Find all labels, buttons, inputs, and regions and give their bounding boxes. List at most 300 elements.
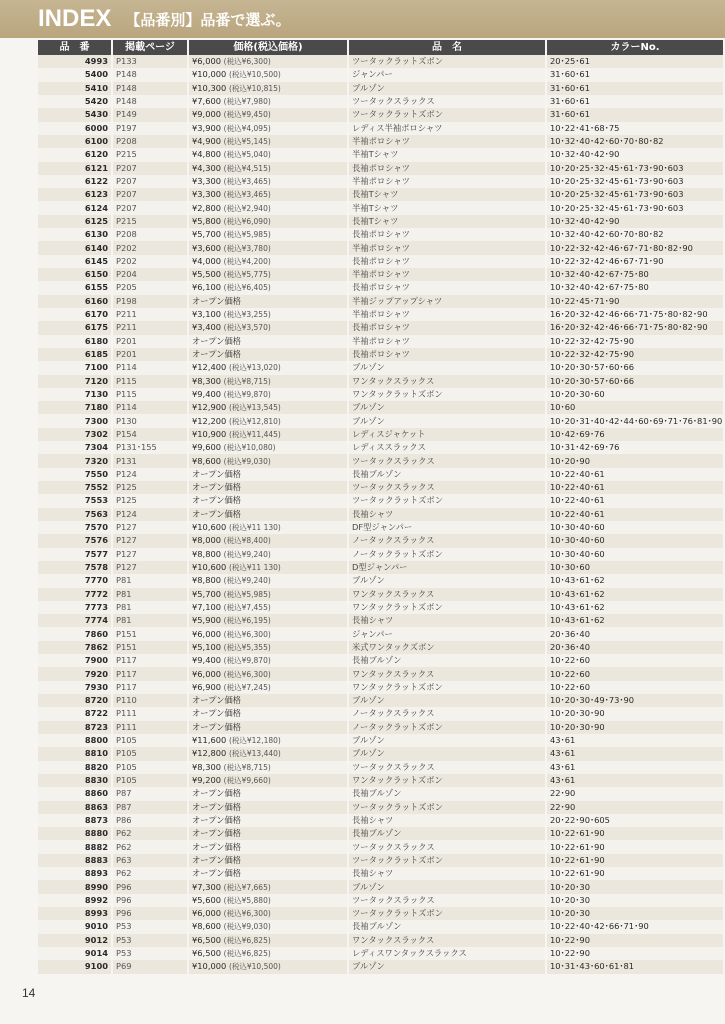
tax-inclusive-price: (税込¥4,095)	[223, 123, 271, 133]
price-cell	[188, 82, 348, 95]
tax-inclusive-price: (税込¥9,870)	[223, 656, 271, 666]
price-cell	[188, 588, 348, 601]
page-ref-cell: P87	[112, 787, 188, 800]
product-name-cell: 長袖シャツ	[348, 814, 546, 827]
table-row	[38, 960, 723, 973]
price-cell	[188, 854, 348, 867]
product-name-cell: ツータックスラックス	[348, 761, 546, 774]
table-row	[38, 215, 723, 228]
price-value: ¥3,300	[192, 189, 222, 200]
product-number-cell: 6150	[38, 268, 112, 281]
price-value: ¥6,000	[192, 56, 222, 67]
price-value: オープン価格	[192, 868, 242, 879]
tax-inclusive-price: (税込¥5,880)	[223, 895, 271, 905]
color-numbers-cell: 10･20･30･57･60･66	[546, 375, 723, 388]
page-subtitle: 【品番別】品番で選ぶ。	[125, 10, 291, 29]
column-header-page: 掲載ページ	[112, 40, 188, 55]
page-ref-cell: P207	[112, 188, 188, 201]
product-number-cell: 7774	[38, 614, 112, 627]
page-ref-cell: P117	[112, 667, 188, 680]
price-cell	[188, 268, 348, 281]
product-name-cell: 半袖Tシャツ	[348, 148, 546, 161]
color-numbers-cell: 10･22･41･68･75	[546, 122, 723, 135]
price-cell	[188, 375, 348, 388]
product-number-cell: 4993	[38, 55, 112, 68]
price-cell	[188, 215, 348, 228]
table-row	[38, 894, 723, 907]
product-number-cell: 8883	[38, 854, 112, 867]
product-name-cell: 半袖ジップアップシャツ	[348, 295, 546, 308]
page-ref-cell: P69	[112, 960, 188, 973]
table-row	[38, 335, 723, 348]
tax-inclusive-price: (税込¥3,570)	[223, 323, 271, 333]
color-numbers-cell: 10･43･61･62	[546, 614, 723, 627]
color-numbers-cell: 10･42･69･76	[546, 428, 723, 441]
product-number-cell: 9012	[38, 934, 112, 947]
tax-inclusive-price: (税込¥11,445)	[228, 429, 281, 439]
price-cell	[188, 721, 348, 734]
price-value: ¥10,600	[192, 522, 227, 533]
tax-inclusive-price: (税込¥2,940)	[223, 203, 271, 213]
product-name-cell: 長袖シャツ	[348, 614, 546, 627]
page-ref-cell: P149	[112, 108, 188, 121]
color-numbers-cell: 16･20･32･42･46･66･71･75･80･82･90	[546, 308, 723, 321]
tax-inclusive-price: (税込¥9,240)	[223, 549, 271, 559]
product-number-cell: 9010	[38, 920, 112, 933]
price-value: ¥8,300	[192, 375, 222, 386]
product-name-cell: 長袖ポロシャツ	[348, 162, 546, 175]
price-cell	[188, 175, 348, 188]
page-ref-cell: P105	[112, 761, 188, 774]
price-value: ¥10,000	[192, 961, 227, 972]
price-cell	[188, 361, 348, 374]
page-ref-cell: P96	[112, 907, 188, 920]
tax-inclusive-price: (税込¥6,300)	[223, 909, 271, 919]
product-name-cell: 半袖ポロシャツ	[348, 335, 546, 348]
product-number-cell: 7300	[38, 414, 112, 427]
page-ref-cell: P131	[112, 454, 188, 467]
page-ref-cell: P53	[112, 947, 188, 960]
price-value: ¥3,900	[192, 122, 222, 133]
table-row	[38, 947, 723, 960]
color-numbers-cell: 22･90	[546, 787, 723, 800]
index-table	[38, 40, 723, 974]
page-ref-cell: P207	[112, 175, 188, 188]
product-name-cell: レディス半袖ポロシャツ	[348, 122, 546, 135]
product-number-cell: 7578	[38, 561, 112, 574]
price-value: ¥8,000	[192, 535, 222, 546]
table-row	[38, 68, 723, 81]
price-value: オープン価格	[192, 349, 242, 360]
price-value: ¥9,000	[192, 109, 222, 120]
tax-inclusive-price: (税込¥10,815)	[228, 83, 281, 93]
price-cell	[188, 521, 348, 534]
price-cell	[188, 281, 348, 294]
page-ref-cell: P125	[112, 481, 188, 494]
page-ref-cell: P96	[112, 894, 188, 907]
product-number-cell: 8860	[38, 787, 112, 800]
product-number-cell: 7130	[38, 388, 112, 401]
price-cell	[188, 934, 348, 947]
color-numbers-cell: 10･20･25･32･45･61･73･90･603	[546, 162, 723, 175]
price-value: ¥3,100	[192, 309, 222, 320]
product-number-cell: 6140	[38, 241, 112, 254]
page-title: INDEX	[38, 5, 112, 32]
page-ref-cell: P81	[112, 588, 188, 601]
price-cell	[188, 814, 348, 827]
product-name-cell: ツータックラットズボン	[348, 907, 546, 920]
color-numbers-cell: 10･32･40･42･90	[546, 215, 723, 228]
tax-inclusive-price: (税込¥11 130)	[228, 523, 281, 533]
tax-inclusive-price: (税込¥13,545)	[228, 403, 281, 413]
table-row	[38, 787, 723, 800]
product-number-cell: 6122	[38, 175, 112, 188]
page-ref-cell: P133	[112, 55, 188, 68]
product-number-cell: 6160	[38, 295, 112, 308]
color-numbers-cell: 10･20･25･32･45･61･73･90･603	[546, 201, 723, 214]
price-cell	[188, 401, 348, 414]
table-row	[38, 654, 723, 667]
product-name-cell: ワンタックラットズボン	[348, 388, 546, 401]
product-number-cell: 7773	[38, 601, 112, 614]
table-header-row	[38, 40, 723, 55]
table-row	[38, 454, 723, 467]
color-numbers-cell: 10･22･40･61	[546, 494, 723, 507]
price-cell	[188, 681, 348, 694]
color-numbers-cell: 10･20･30･90	[546, 721, 723, 734]
color-numbers-cell: 10･43･61･62	[546, 601, 723, 614]
page-ref-cell: P208	[112, 228, 188, 241]
price-value: ¥12,400	[192, 362, 227, 373]
page-ref-cell: P124	[112, 468, 188, 481]
color-numbers-cell: 10･43･61･62	[546, 574, 723, 587]
table-row	[38, 534, 723, 547]
price-cell	[188, 95, 348, 108]
price-value: ¥5,700	[192, 229, 222, 240]
product-name-cell: ノータックラットズボン	[348, 721, 546, 734]
product-number-cell: 8992	[38, 894, 112, 907]
table-row	[38, 840, 723, 853]
color-numbers-cell: 20･36･40	[546, 641, 723, 654]
tax-inclusive-price: (税込¥9,870)	[223, 389, 271, 399]
page-ref-cell: P105	[112, 734, 188, 747]
tax-inclusive-price: (税込¥5,355)	[223, 642, 271, 652]
product-name-cell: 長袖ブルゾン	[348, 920, 546, 933]
product-number-cell: 7770	[38, 574, 112, 587]
product-name-cell: ブルゾン	[348, 414, 546, 427]
product-name-cell: ワンタックスラックス	[348, 588, 546, 601]
product-number-cell: 5410	[38, 82, 112, 95]
price-cell	[188, 694, 348, 707]
page-ref-cell: P125	[112, 494, 188, 507]
product-name-cell: D型ジャンパー	[348, 561, 546, 574]
product-number-cell: 8882	[38, 840, 112, 853]
product-name-cell: 半袖ポロシャツ	[348, 308, 546, 321]
price-cell	[188, 867, 348, 880]
product-name-cell: ツータックラットズボン	[348, 854, 546, 867]
price-cell	[188, 641, 348, 654]
table-row	[38, 521, 723, 534]
color-numbers-cell: 10･31･43･60･61･81	[546, 960, 723, 973]
table-row	[38, 814, 723, 827]
color-numbers-cell: 10･32･40･42･67･75･80	[546, 281, 723, 294]
page-ref-cell: P207	[112, 201, 188, 214]
product-number-cell: 7304	[38, 441, 112, 454]
price-cell	[188, 960, 348, 973]
table-row	[38, 681, 723, 694]
product-number-cell: 7576	[38, 534, 112, 547]
table-row	[38, 641, 723, 654]
price-cell	[188, 907, 348, 920]
product-number-cell: 8990	[38, 880, 112, 893]
table-row	[38, 55, 723, 68]
column-header-product-no: 品 番	[38, 40, 112, 55]
price-cell	[188, 508, 348, 521]
table-row	[38, 494, 723, 507]
table-row	[38, 361, 723, 374]
price-cell	[188, 468, 348, 481]
price-value: オープン価格	[192, 708, 242, 719]
color-numbers-cell: 22･90	[546, 801, 723, 814]
page-ref-cell: P81	[112, 614, 188, 627]
product-number-cell: 8993	[38, 907, 112, 920]
price-value: ¥9,600	[192, 442, 222, 453]
color-numbers-cell: 10･43･61･62	[546, 588, 723, 601]
price-cell	[188, 774, 348, 787]
table-row	[38, 428, 723, 441]
price-cell	[188, 308, 348, 321]
color-numbers-cell: 10･32･40･42･67･75･80	[546, 268, 723, 281]
page-ref-cell: P117	[112, 681, 188, 694]
price-value: ¥12,200	[192, 415, 227, 426]
product-name-cell: ツータックラットズボン	[348, 55, 546, 68]
price-value: ¥8,600	[192, 921, 222, 932]
tax-inclusive-price: (税込¥6,300)	[223, 629, 271, 639]
table-row	[38, 694, 723, 707]
table-row	[38, 934, 723, 947]
product-name-cell: ツータックスラックス	[348, 481, 546, 494]
page-ref-cell: P148	[112, 95, 188, 108]
color-numbers-cell: 10･32･40･42･60･70･80･82	[546, 228, 723, 241]
color-numbers-cell: 10･30･40･60	[546, 534, 723, 547]
price-cell	[188, 947, 348, 960]
table-row	[38, 574, 723, 587]
product-number-cell: 7563	[38, 508, 112, 521]
page-ref-cell: P151	[112, 627, 188, 640]
price-value: ¥9,200	[192, 775, 222, 786]
table-row	[38, 827, 723, 840]
price-value: オープン価格	[192, 801, 242, 812]
column-header-color-no: カラーNo.	[546, 40, 723, 55]
color-numbers-cell: 31･60･61	[546, 95, 723, 108]
product-number-cell: 7553	[38, 494, 112, 507]
product-number-cell: 5420	[38, 95, 112, 108]
price-cell	[188, 761, 348, 774]
product-name-cell: ジャンパー	[348, 627, 546, 640]
product-number-cell: 8873	[38, 814, 112, 827]
price-cell	[188, 548, 348, 561]
product-number-cell: 9014	[38, 947, 112, 960]
price-cell	[188, 880, 348, 893]
product-name-cell: ワンタックスラックス	[348, 934, 546, 947]
price-value: ¥9,400	[192, 388, 222, 399]
product-number-cell: 6000	[38, 122, 112, 135]
price-cell	[188, 454, 348, 467]
table-row	[38, 255, 723, 268]
price-cell	[188, 135, 348, 148]
table-row	[38, 308, 723, 321]
product-number-cell: 6170	[38, 308, 112, 321]
price-value: ¥5,600	[192, 894, 222, 905]
price-cell	[188, 122, 348, 135]
table-row	[38, 854, 723, 867]
product-name-cell: 長袖ポロシャツ	[348, 281, 546, 294]
product-number-cell: 7120	[38, 375, 112, 388]
price-value: ¥4,300	[192, 162, 222, 173]
color-numbers-cell: 16･20･32･42･46･66･71･75･80･82･90	[546, 321, 723, 334]
tax-inclusive-price: (税込¥3,465)	[223, 176, 271, 186]
color-numbers-cell: 10･20･31･40･42･44･60･69･71･76･81･90	[546, 414, 723, 427]
color-numbers-cell: 10･20･30･60	[546, 388, 723, 401]
price-value: ¥9,400	[192, 655, 222, 666]
product-number-cell: 7860	[38, 627, 112, 640]
table-row	[38, 614, 723, 627]
product-name-cell: ジャンパー	[348, 68, 546, 81]
tax-inclusive-price: (税込¥7,455)	[223, 602, 271, 612]
tax-inclusive-price: (税込¥8,715)	[223, 376, 271, 386]
price-value: オープン価格	[192, 335, 242, 346]
product-number-cell: 8720	[38, 694, 112, 707]
tax-inclusive-price: (税込¥6,300)	[223, 669, 271, 679]
price-cell	[188, 388, 348, 401]
product-number-cell: 6120	[38, 148, 112, 161]
page-ref-cell: P127	[112, 534, 188, 547]
color-numbers-cell: 10･22･32･42･46･67･71･90	[546, 255, 723, 268]
product-name-cell: ワンタックスラックス	[348, 667, 546, 680]
table-row	[38, 761, 723, 774]
tax-inclusive-price: (税込¥9,660)	[223, 776, 271, 786]
color-numbers-cell: 43･61	[546, 747, 723, 760]
color-numbers-cell: 10･20･30･90	[546, 707, 723, 720]
color-numbers-cell: 31･60･61	[546, 68, 723, 81]
tax-inclusive-price: (税込¥4,200)	[223, 256, 271, 266]
price-cell	[188, 561, 348, 574]
tax-inclusive-price: (税込¥10,500)	[228, 70, 281, 80]
table-row	[38, 880, 723, 893]
price-cell	[188, 414, 348, 427]
table-row	[38, 920, 723, 933]
table-row	[38, 414, 723, 427]
page-ref-cell: P215	[112, 148, 188, 161]
tax-inclusive-price: (税込¥13,440)	[228, 749, 281, 759]
table-row	[38, 188, 723, 201]
color-numbers-cell: 43･61	[546, 774, 723, 787]
color-numbers-cell: 10･22･40･61	[546, 468, 723, 481]
price-cell	[188, 801, 348, 814]
product-name-cell: 長袖ブルゾン	[348, 468, 546, 481]
price-value: オープン価格	[192, 495, 242, 506]
price-cell	[188, 494, 348, 507]
product-number-cell: 8723	[38, 721, 112, 734]
price-value: ¥7,600	[192, 96, 222, 107]
price-value: ¥7,300	[192, 881, 222, 892]
table-row	[38, 468, 723, 481]
tax-inclusive-price: (税込¥3,780)	[223, 243, 271, 253]
product-name-cell: 長袖ポロシャツ	[348, 348, 546, 361]
price-cell	[188, 601, 348, 614]
price-value: ¥12,800	[192, 748, 227, 759]
product-name-cell: ブルゾン	[348, 401, 546, 414]
price-value: ¥7,100	[192, 601, 222, 612]
tax-inclusive-price: (税込¥8,715)	[223, 762, 271, 772]
tax-inclusive-price: (税込¥4,515)	[223, 163, 271, 173]
tax-inclusive-price: (税込¥9,030)	[223, 456, 271, 466]
product-number-cell: 7772	[38, 588, 112, 601]
tax-inclusive-price: (税込¥7,980)	[223, 97, 271, 107]
product-name-cell: レディススラックス	[348, 441, 546, 454]
product-name-cell: 長袖Tシャツ	[348, 188, 546, 201]
color-numbers-cell: 10･22･61･90	[546, 867, 723, 880]
page-ref-cell: P114	[112, 361, 188, 374]
page-ref-cell: P53	[112, 920, 188, 933]
product-name-cell: ブルゾン	[348, 880, 546, 893]
color-numbers-cell: 10･22･40･61	[546, 508, 723, 521]
table-row	[38, 321, 723, 334]
table-row	[38, 95, 723, 108]
color-numbers-cell: 10･22･61･90	[546, 827, 723, 840]
page-ref-cell: P114	[112, 401, 188, 414]
price-value: オープン価格	[192, 695, 242, 706]
price-value: ¥3,300	[192, 175, 222, 186]
product-number-cell: 6124	[38, 201, 112, 214]
tax-inclusive-price: (税込¥6,300)	[223, 57, 271, 67]
price-value: ¥10,000	[192, 69, 227, 80]
table-row	[38, 548, 723, 561]
tax-inclusive-price: (税込¥5,985)	[223, 230, 271, 240]
price-value: オープン価格	[192, 721, 242, 732]
color-numbers-cell: 31･60･61	[546, 108, 723, 121]
price-value: ¥5,500	[192, 269, 222, 280]
page-ref-cell: P86	[112, 814, 188, 827]
product-number-cell: 6100	[38, 135, 112, 148]
table-row	[38, 441, 723, 454]
price-cell	[188, 201, 348, 214]
price-value: ¥6,500	[192, 948, 222, 959]
price-value: ¥6,000	[192, 628, 222, 639]
product-name-cell: 長袖ブルゾン	[348, 787, 546, 800]
price-value: ¥4,800	[192, 149, 222, 160]
page-ref-cell: P62	[112, 867, 188, 880]
product-name-cell: ツータックラットズボン	[348, 108, 546, 121]
price-value: ¥6,500	[192, 934, 222, 945]
product-number-cell: 8880	[38, 827, 112, 840]
color-numbers-cell: 10･22･32･42･46･67･71･80･82･90	[546, 241, 723, 254]
table-row	[38, 375, 723, 388]
product-name-cell: 長袖ブルゾン	[348, 654, 546, 667]
price-value: オープン価格	[192, 468, 242, 479]
page-ref-cell: P205	[112, 281, 188, 294]
page-ref-cell: P148	[112, 68, 188, 81]
color-numbers-cell: 10･22･40･61	[546, 481, 723, 494]
product-name-cell: ノータックスラックス	[348, 534, 546, 547]
table-row	[38, 295, 723, 308]
page-ref-cell: P62	[112, 827, 188, 840]
product-number-cell: 7577	[38, 548, 112, 561]
page-number: 14	[22, 986, 36, 1000]
product-name-cell: ワンタックラットズボン	[348, 681, 546, 694]
table-row	[38, 627, 723, 640]
product-number-cell: 7930	[38, 681, 112, 694]
